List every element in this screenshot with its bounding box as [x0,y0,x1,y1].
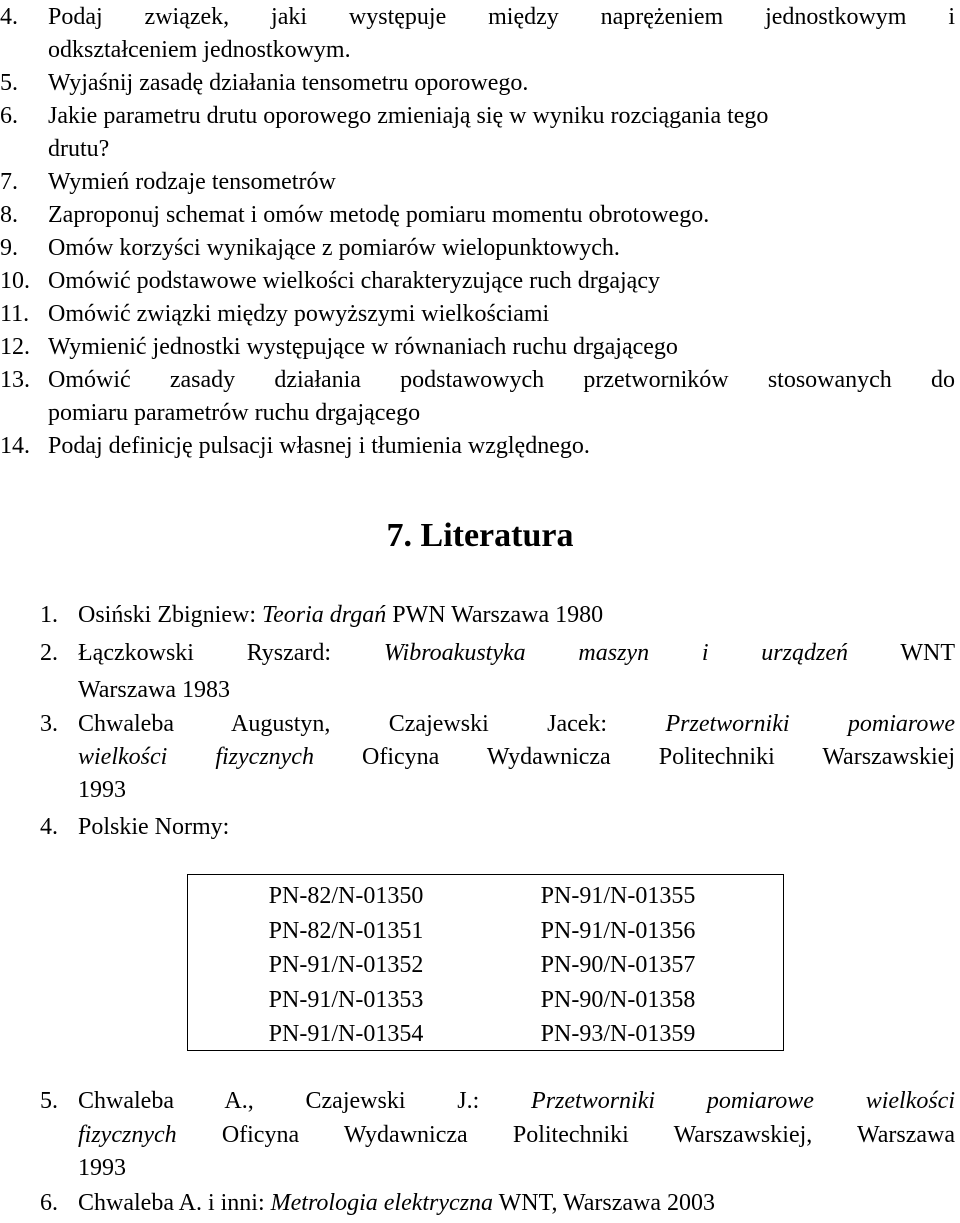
literature-item [78,636,955,670]
literature-title: Wibroakustyka maszyn i urządzeń [383,640,848,666]
question-text: odkształceniem jednostkowym. [48,37,351,63]
literature-item [78,1186,715,1220]
question-number: 5. [0,70,18,96]
question-text: Podaj związek, jaki występuje między naprężeniem jednostkowym i [48,4,955,30]
literature-number: 2. [40,640,58,666]
literature-title: Przetworniki pomiarowe [665,711,956,737]
question-text: Omówić związki między powyższymi wielkościami [48,301,550,327]
literature-year: 1993 [78,777,126,803]
literature-number: 1. [40,602,58,628]
question-number: 12. [0,334,30,360]
literature-number: 6. [40,1190,58,1216]
question-number: 10. [0,268,30,294]
norm-code: PN-90/N-01358 [540,986,696,1013]
question-number: 4. [0,4,18,30]
literature-item-continued [78,740,955,774]
question-number: 14. [0,433,30,459]
literature-number: 3. [40,711,58,737]
question-number: 7. [0,169,18,195]
literature-author: Chwaleba A., Czajewski J.: [78,1088,480,1114]
question-number: 9. [0,235,18,261]
literature-publisher: PWN Warszawa 1980 [392,602,604,628]
literature-title: Teoria drgań [262,602,387,628]
literature-title: fizycznych [78,1122,177,1148]
question-text: Podaj definicję pulsacji własnej i tłumienia względnego. [48,433,590,459]
question-text: Omówić zasady działania podstawowych przetworników stosowanych do [48,367,955,393]
literature-publisher: WNT [900,640,955,666]
question-text: drutu? [48,136,110,162]
question-number: 6. [0,103,18,129]
literature-title: wielkości fizycznych [78,744,314,770]
question-text: Wymień rodzaje tensometrów [48,169,336,195]
literature-number: 4. [40,814,58,840]
literature-item: Polskie Normy: [78,814,230,840]
norm-code: PN-82/N-01351 [268,917,424,944]
section-heading: 7. Literatura [386,517,574,554]
norm-code: PN-91/N-01354 [268,1021,424,1047]
norms-column-right [478,879,758,1052]
norm-code: PN-91/N-01353 [268,986,424,1013]
literature-publisher: Warszawa 1983 [78,677,231,703]
literature-item-continued [78,1118,955,1152]
literature-publisher: WNT, Warszawa 2003 [498,1190,716,1216]
literature-publisher: Oficyna Wydawnicza Politechniki Warszawskiej, Warszawa [221,1122,956,1148]
norms-column-left [206,879,486,1052]
question-text: Wymienić jednostki występujące w równaniach ruchu drgającego [48,334,678,360]
literature-author: Osiński Zbigniew: [78,602,256,628]
literature-title: Przetworniki pomiarowe wielkości [531,1088,956,1114]
question-text: Wyjaśnij zasadę działania tensometru oporowego. [48,70,529,96]
literature-year: 1993 [78,1155,126,1181]
literature-item [78,598,603,632]
question-text: Zaproponuj schemat i omów metodę pomiaru momentu obrotowego. [48,202,710,228]
question-text: Omówić podstawowe wielkości charakteryzujące ruch drgający [48,268,660,294]
question-number: 13. [0,367,30,393]
norm-code: PN-91/N-01355 [540,883,696,909]
literature-number: 5. [40,1088,58,1114]
literature-author: Chwaleba A. i inni: [78,1190,265,1216]
norm-code: PN-91/N-01352 [268,952,424,978]
question-text: Jakie parametru drutu oporowego zmieniają się w wyniku rozciągania tego [48,103,769,129]
norm-code: PN-91/N-01356 [540,917,696,944]
question-text: pomiaru parametrów ruchu drgającego [48,400,421,426]
question-text: Omów korzyści wynikające z pomiarów wielopunktowych. [48,235,620,261]
literature-item [78,707,955,741]
norm-code: PN-90/N-01357 [540,952,696,978]
norm-code: PN-82/N-01350 [268,883,424,909]
literature-author: Chwaleba Augustyn, Czajewski Jacek: [78,711,608,737]
question-number: 11. [0,301,30,327]
question-number: 8. [0,202,18,228]
norm-code: PN-93/N-01359 [540,1021,696,1047]
literature-publisher: Oficyna Wydawnicza Politechniki Warszawskiej [362,744,956,770]
norms-table [187,874,784,1051]
literature-item [78,1084,955,1118]
literature-author: Łączkowski Ryszard: [78,640,332,666]
literature-title: Metrologia elektryczna [270,1190,494,1216]
